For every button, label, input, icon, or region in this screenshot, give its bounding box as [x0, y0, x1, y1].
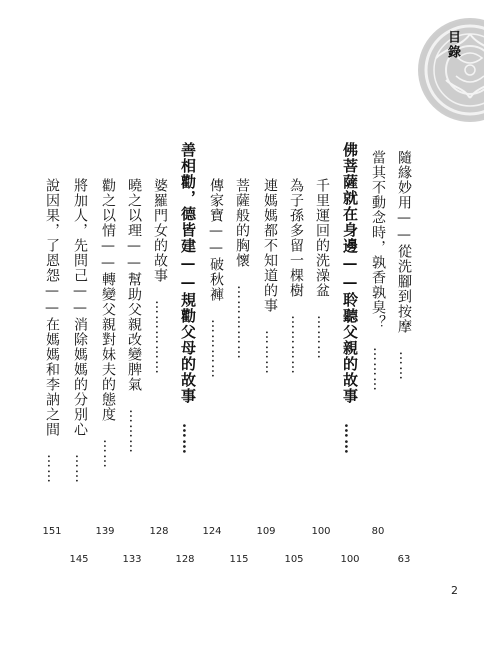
leader-dots: ………… — [288, 315, 304, 375]
toc-entry — [150, 178, 170, 375]
toc-entry-text: 勸之以情——轉變父親對妹夫的態度 — [100, 178, 116, 422]
toc-entry — [98, 178, 118, 469]
leader-dots: …… — [396, 351, 412, 381]
toc-page-number: 151 — [42, 526, 62, 537]
toc-entry-text: 連媽媽都不知道的事 — [262, 178, 278, 313]
page-title: 目錄 — [445, 30, 460, 60]
toc-page-number: 109 — [256, 526, 276, 537]
leader-dots: ……… — [262, 330, 278, 375]
leader-dots: ……… — [126, 409, 142, 454]
toc-entry-text: 佛菩薩就在身邊——聆聽父親的故事 — [341, 142, 359, 404]
leader-dots: ……… — [370, 347, 386, 392]
toc-chapter — [340, 142, 360, 455]
toc-entry — [286, 178, 306, 375]
toc-page-number: 105 — [284, 554, 304, 565]
folio-page-number: 2 — [451, 584, 458, 597]
toc-page-number: 124 — [202, 526, 222, 537]
toc-entry-text: 千里運回的洗澡盆 — [314, 178, 330, 298]
toc-page-number: 128 — [175, 554, 195, 565]
toc-entry-text: 說因果，了恩怨——在媽媽和李訥之間 — [44, 178, 60, 437]
toc-page-number: 100 — [311, 526, 331, 537]
toc-chapter — [178, 142, 198, 455]
toc-entry-text: 婆羅門女的故事 — [152, 178, 168, 283]
toc-page-number: 115 — [229, 554, 249, 565]
toc-entry-text: 將加人，先問己——消除媽媽的分別心 — [72, 178, 88, 437]
toc-entry-text: 為子孫多留一棵樹 — [288, 178, 304, 298]
toc-entry-text: 隨緣妙用——從洗腳到按摩 — [396, 150, 412, 334]
toc-entry-text: 曉之以理——幫助父親改變脾氣 — [126, 178, 142, 392]
leader-dots: …… — [44, 454, 60, 484]
toc-entry-text: 菩薩般的胸懷 — [234, 178, 250, 268]
leader-dots: …… — [341, 423, 359, 455]
leader-dots: …… — [100, 439, 116, 469]
toc-page-number: 133 — [122, 554, 142, 565]
toc-entry — [70, 178, 90, 484]
toc-page-number: 128 — [149, 526, 169, 537]
leader-dots: ………… — [208, 319, 224, 379]
toc-entry — [232, 178, 252, 360]
toc-entry-text: 傳家寶——破秋褲 — [208, 178, 224, 302]
toc-entry — [368, 150, 388, 392]
leader-dots: ……… — [314, 315, 330, 360]
toc-entry-text: 善相勸，德皆建——規勸父母的故事 — [179, 142, 197, 404]
toc-entry — [42, 178, 62, 484]
leader-dots: …………… — [234, 285, 250, 360]
leader-dots: …………… — [152, 300, 168, 375]
toc-entry — [206, 178, 226, 379]
toc-page-number: 80 — [371, 526, 385, 537]
toc-entry — [312, 178, 332, 360]
toc-entry-text: 當其不動念時，孰香孰臭？ — [370, 150, 386, 330]
toc-page-number: 145 — [69, 554, 89, 565]
toc-entry — [260, 178, 280, 375]
leader-dots: …… — [72, 454, 88, 484]
leader-dots: …… — [179, 423, 197, 455]
toc-page-number: 63 — [397, 554, 411, 565]
toc-page-number: 139 — [95, 526, 115, 537]
toc-entry — [124, 178, 144, 454]
toc-entry — [394, 150, 414, 381]
toc-page-number: 100 — [340, 554, 360, 565]
